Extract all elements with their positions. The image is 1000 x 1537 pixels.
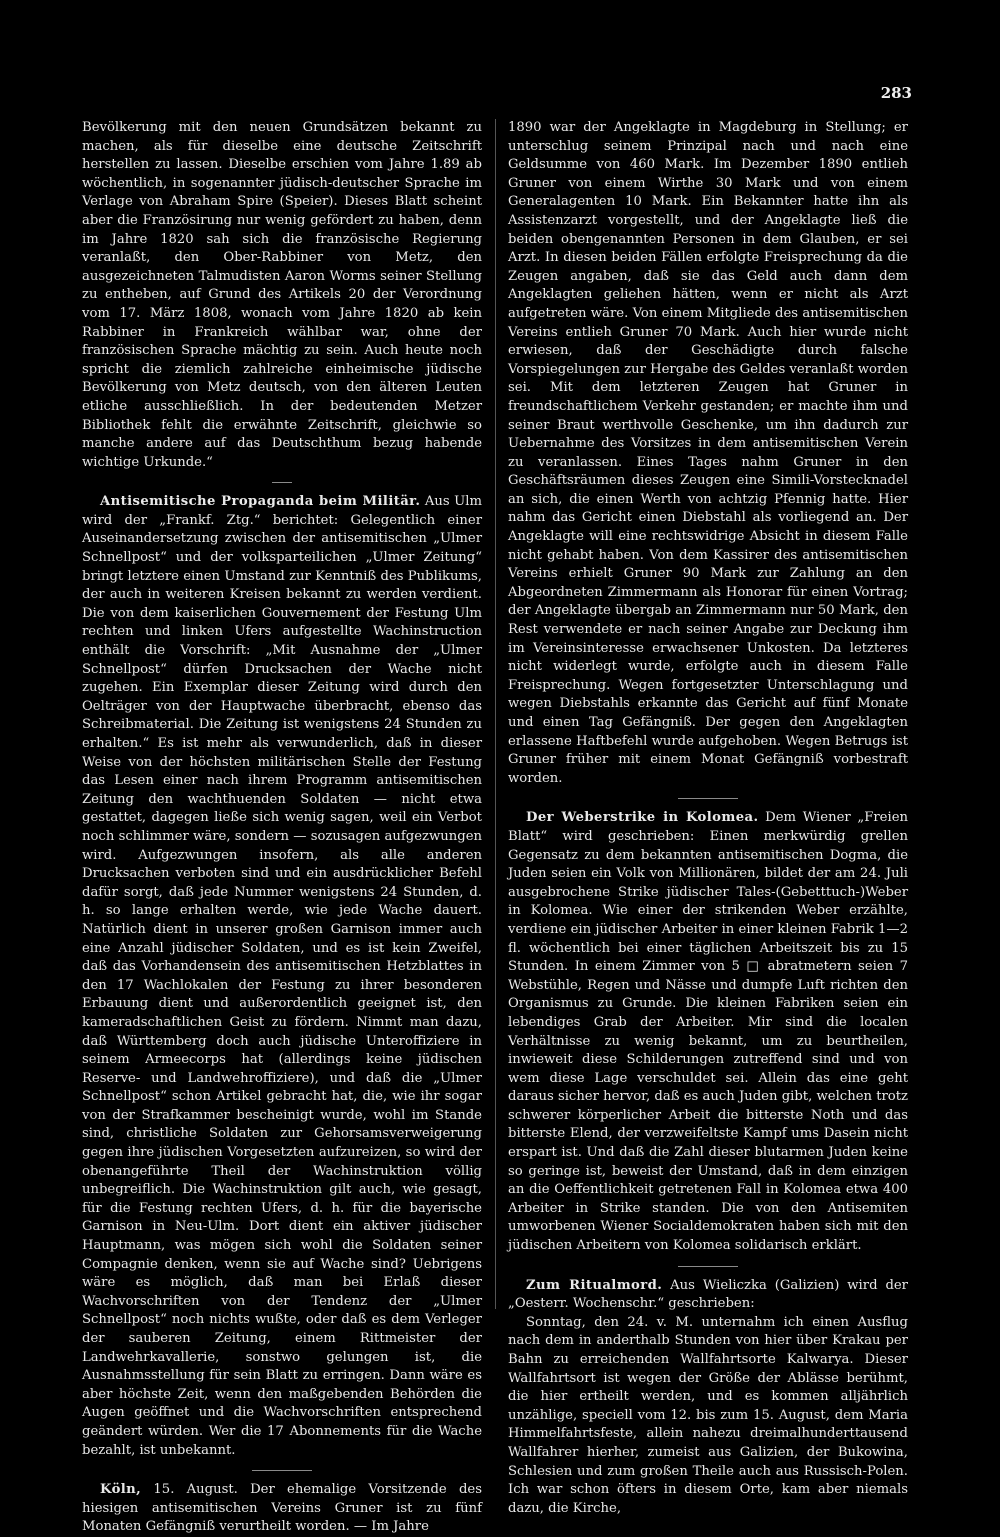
article-body: Aus Wieliczka (Galizien) wird der „Oesterr. Wochenschr.“ geschrieben:: [508, 1277, 908, 1312]
left-column: [82, 119, 482, 1537]
continued-paragraph: 1890 war der Angeklagte in Magdeburg in Stellung; er unterschlug seinem Prinzipal nach und nach eine Geldsumme von 460 Mark. Im Dezember 1890 entlieh Gruner von einem Wirthe 30 Mark und von einem Generalagenten 10 Mark. Ein Bekannter hatte ihn als Assistenzarzt vorgestellt, und der Angeklagte ließ die beiden obengenannten Personen in dem Glauben, er sei Arzt. In diesen beiden Fällen erfolgte Freisprechung da die Zeugen angaben, daß sie das Geld auch dann dem Angeklagten geliehen hätten, wenn er nicht als Arzt aufgetreten wäre. Von einem Mitgliede des antisemitischen Vereins entlieh Gruner 70 Mark. Auch hier wurde nicht erwiesen, daß der Geschädigte durch falsche Vorspiegelungen zur Hergabe des Geldes veranlaßt worden sei. Mit dem letzteren Zeugen hat Gruner in freundschaftlichem Verkehr gestanden; er machte ihm und seiner Braut werthvolle Geschenke, um ihn dadurch zur Uebernahme des Vorsitzes in dem antisemitischen Verein zu veranlassen. Eines Tages nahm Gruner in den Geschäftsräumen dieses Zeugen eine Simili-Vorstecknadel an sich, die einen Werth von achtzig Pfennig hatte. Hier nahm das Gericht einen Diebstahl als vorliegend an. Der Angeklagte will eine rechtswidrige Absicht in diesem Falle nicht gehabt haben. Von dem Kassirer des antisemitischen Vereins erhielt Gruner 90 Mark zur Zahlung an den Abgeordneten Zimmermann als Honorar für einen Vortrag; der Angeklagte übergab an Zimmermann nur 50 Mark, den Rest verwendete er nach seiner Angabe zur Deckung ihm im Vereinsinteresse erwachsener Unkosten. Da letzteres nicht widerlegt wurde, erfolgte auch in diesem Falle Freisprechung. Wegen fortgesetzter Unterschlagung und wegen Diebstahls erkannte das Gericht auf fünf Monate und einen Tag Gefängniß. Der gegen den Angeklagten erlassene Haftbefehl wurde aufgehoben. Wegen Betrugs ist Gruner früher mit einem Monat Gefängniß vorbestraft worden.: [508, 120, 908, 786]
section-separator: [272, 482, 292, 483]
article-military-propaganda: [82, 493, 482, 1460]
right-column: [508, 119, 908, 1518]
article-body: 15. August. Der ehemalige Vorsitzende des hiesigen antisemitischen Vereins Gruner ist zu fünf Monaten Gefängniß verurtheilt worden. — Im Jahre: [82, 1482, 482, 1535]
article-body: Dem Wiener „Freien Blatt“ wird geschrieben: Einen merkwürdig grellen Gegensatz zu dem bekannten antisemitischen Dogma, die Juden seien ein Volk von Millionären, bildet der am 24. Juli ausgebrochene Strike jüdischer Tales-(Gebetttuch-)Weber in Kolomea. Wie einer der strikenden Weber erzählte, verdiene ein jüdischer Arbeiter in einer kleinen Fabrik 1—2 fl. wöchentlich bei einer täglichen Arbeitszeit bis zu 15 Stunden. In einem Zimmer von 5 □ abratmetern seien 7 Webstühle, Regen und Nässe und dumpfe Luft richten den Organismus zu Grunde. Die kleinen Fabriken seien ein lebendiges Grab der Arbeiter. Mir sind die localen Verhältnisse zu wenig bekannt, um zu beurtheilen, inwieweit diese Schilderungen zutreffend sind und von wem diese Lage verschuldet sei. Allein das eine geht daraus sicher hervor, daß es auch Juden gibt, welchen trotz schwerer körperlicher Arbeit die bitterste Noth und das bitterste Elend, der verzweifeltste Kampf ums Dasein nicht erspart ist. Und daß die Zahl dieser blutarmen Juden keine so geringe ist, beweist der Umstand, daß in dem einzigen an die Oeffentlichkeit getretenen Fall in Kolomea etwa 400 Arbeiter in Strike standen. Die von den Antisemiten umworbenen Wiener Socialdemokraten haben sich mit den jüdischen Arbeitern von Kolomea solidarisch erklärt.: [508, 810, 908, 1254]
article-heading: Zum Ritualmord.: [526, 1277, 663, 1293]
article-ritual-murder: [508, 1277, 908, 1314]
column-divider: [495, 119, 496, 1309]
article-heading: Antisemitische Propaganda beim Militär.: [100, 494, 421, 510]
article-heading: Der Weberstrike in Kolomea.: [526, 810, 759, 826]
page-number: 283: [880, 84, 912, 102]
article-heading: Köln,: [100, 1482, 142, 1498]
section-separator: [678, 1266, 738, 1267]
article-koeln: [82, 1481, 482, 1537]
section-separator: [678, 798, 738, 799]
section-separator: [252, 1470, 312, 1471]
article-ritual-murder-letter: Sonntag, den 24. v. M. unternahm ich einen Ausflug nach dem in anderthalb Stunden von hier über Krakau per Bahn zu erreichenden Wallfahrtsorte Kalwarya. Dieser Wallfahrtsort ist wegen der Größe der Ablässe berühmt, die hier ertheilt werden, und es kommen alljährlich unzählige, speciell vom 12. bis zum 15. August, dem Maria Himmelfahrtsfeste, allein nahezu dreimalhunderttausend Wallfahrer hierher, zumeist aus Galizien, der Bukowina, Schlesien und zum großen Theile auch aus Russisch-Polen. Ich war schon öfters in diesem Orte, kam aber niemals dazu, die Kirche,: [508, 1314, 908, 1516]
continued-paragraph: Bevölkerung mit den neuen Grundsätzen bekannt zu machen, als für dieselbe eine deutsche Zeitschrift herstellen zu lassen. Dieselbe erschien vom Jahre 1.89 ab wöchentlich, in sogenannter jüdisch-deutscher Sprache im Verlage von Abraham Spire (Speier). Dieses Blatt scheint aber die Französirung nur wenig gefördert zu haben, denn im Jahre 1820 sah sich die französische Regierung veranlaßt, den Ober-Rabbiner von Metz, den ausgezeichneten Talmudisten Aaron Worms seiner Stellung zu entheben, auf Grund des Artikels 20 der Verordnung vom 17. März 1808, wonach vom Jahre 1820 ab kein Rabbiner in Frankreich wählbar war, ohne der französischen Sprache mächtig zu sein. Auch heute noch spricht die ziemlich zahlreiche einheimische jüdische Bevölkerung von Metz deutsch, von den älteren Leuten etliche ausschließlich. In der bedeutenden Metzer Bibliothek fehlt die erwähnte Zeitschrift, gleichwie so manche andere auf das Deutschthum bezug habende wichtige Urkunde.“: [82, 120, 482, 470]
article-weaver-strike: [508, 809, 908, 1255]
article-body: Aus Ulm wird der „Frankf. Ztg.“ berichtet: Gelegentlich einer Auseinandersetzung zwischen der antisemitischen „Ulmer Schnellpost“ und der volksparteilichen „Ulmer Zeitung“ bringt letztere einen Umstand zur Kenntniß des Publikums, der auch in weiteren Kreisen bekannt zu werden verdient. Die von dem kaiserlichen Gouvernement der Festung Ulm rechten und linken Ufers aufgestellte Wachinstruction enthält die Vorschrift: „Mit Ausnahme der „Ulmer Schnellpost“ dürfen Drucksachen der Wache nicht zugehen. Ein Exemplar dieser Zeitung wird durch den Oelträger von der Hauptwache überbracht, ebenso das Schreibmaterial. Die Zeitung ist wenigstens 24 Stunden zu erhalten.“ Es ist mehr als verwunderlich, daß in dieser Weise von der höchsten militärischen Stelle der Festung das Lesen einer nach ihrem Programm antisemitischen Zeitung den wachthuenden Soldaten — nicht etwa gestattet, dagegen ließe sich wenig sagen, weil ein Verbot noch schlimmer wäre, sondern — sozusagen aufgezwungen wird. Aufgezwungen insofern, als alle anderen Drucksachen verboten sind und ein ausdrücklicher Befehl dafür sorgt, daß jede Nummer wenigstens 24 Stunden, d. h. so lange erhalten werde, wie jede Wache dauert. Natürlich dient in unserer großen Garnison immer auch eine Anzahl jüdischer Soldaten, und es ist kein Zweifel, daß das Vorhandensein des antisemitischen Hetzblattes in den 17 Wachlokalen der Festung zu ihrer besonderen Erbauung dient und außerordentlich geeignet ist, den kameradschaftlichen Geist zu fördern. Nimmt man dazu, daß Württemberg doch auch jüdische Unteroffiziere in seinem Armeecorps hat (allerdings keine jüdischen Reserve- und Landwehroffiziere), und daß die „Ulmer Schnellpost“ schon Artikel gebracht hat, die, wie ihr sogar von der Strafkammer bescheinigt wurde, wohl im Stande sind, christliche Soldaten zur Gehorsamsverweigerung gegen ihre jüdischen Vorgesetzten aufzureizen, so wird der obenangeführte Theil der Wachinstruktion völlig unbegreiflich. Die Wachinstruktion gilt auch, wie gesagt, für die Festung rechten Ufers, d. h. für die bayerische Garnison in Neu-Ulm. Dort dient ein aktiver jüdischer Hauptmann, was mögen sich wohl die Soldaten seiner Compagnie denken, wenn sie auf Wache sind? Uebrigens wäre es möglich, daß man bei Erlaß dieser Wachvorschriften von der Tendenz der „Ulmer Schnellpost“ noch nichts wußte, oder daß es dem Verleger der sauberen Zeitung, einem Rittmeister der Landwehrkavallerie, sonstwo gelungen ist, die Ausnahmsstellung für sein Blatt zu erringen. Dann wäre es aber höchste Zeit, wenn den maßgebenden Behörden die Augen geöffnet und die Wachvorschriften entsprechend geändert würden. Wer die 17 Abonnements für die Wache bezahlt, ist unbekannt.: [82, 494, 482, 1458]
